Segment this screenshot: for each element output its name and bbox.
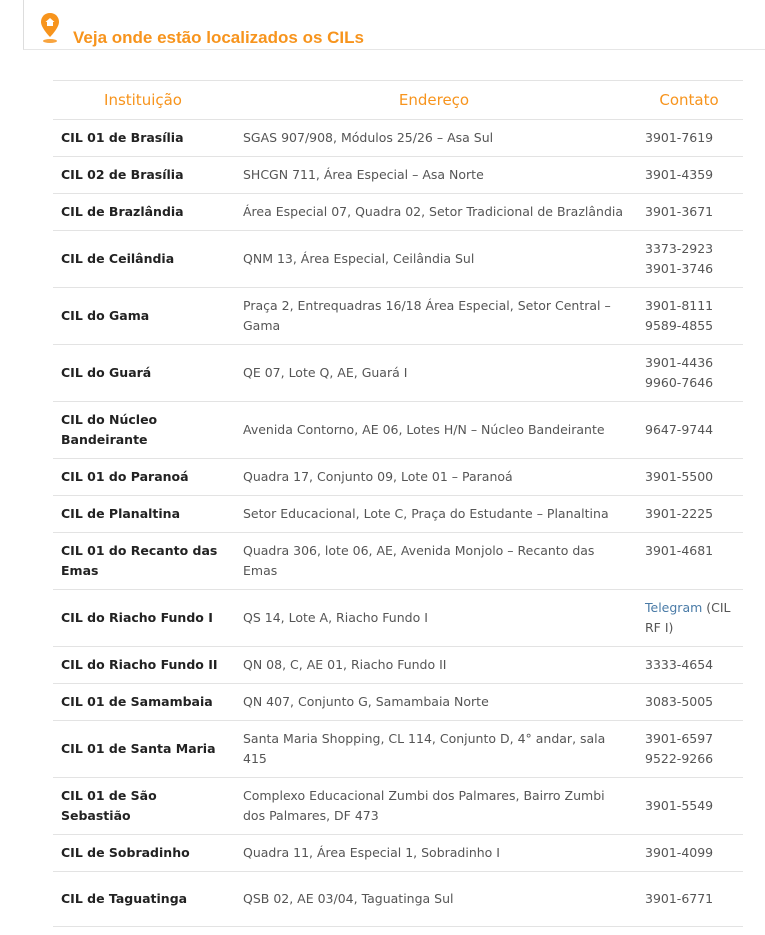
institution-contact — [635, 778, 743, 835]
phone-number: 3901-6771 — [645, 891, 714, 906]
institution-name: CIL de Taguatinga — [53, 872, 233, 927]
institution-address: Praça 2, Entrequadras 16/18 Área Especial, Setor Central – Gama — [233, 288, 635, 345]
institution-address: SHCGN 711, Área Especial – Asa Norte — [233, 157, 635, 194]
table-header-row — [53, 81, 743, 120]
institution-name: CIL 01 de Brasília — [53, 120, 233, 157]
institution-address: Quadra 11, Área Especial 1, Sobradinho I — [233, 835, 635, 872]
phone-number: 3373-2923 — [645, 241, 714, 256]
table-row — [53, 647, 743, 684]
phone-number: 3901-4681 — [645, 543, 714, 558]
contact-suffix: (CIL RF I) — [645, 600, 731, 635]
column-header-instituicao: Instituição — [53, 81, 233, 120]
institution-contact — [635, 721, 743, 778]
table-row — [53, 872, 743, 927]
institution-name: CIL de Sobradinho — [53, 835, 233, 872]
institution-contact — [635, 835, 743, 872]
column-header-endereco: Endereço — [233, 81, 635, 120]
cil-table-wrapper — [53, 80, 743, 927]
table-row — [53, 194, 743, 231]
institution-contact — [635, 231, 743, 288]
phone-number: 9960-7646 — [645, 375, 714, 390]
phone-number: 3901-4359 — [645, 167, 714, 182]
institution-contact — [635, 872, 743, 927]
institution-contact — [635, 533, 743, 590]
institution-address: SGAS 907/908, Módulos 25/26 – Asa Sul — [233, 120, 635, 157]
institution-name: CIL de Planaltina — [53, 496, 233, 533]
institution-name: CIL 01 do Paranoá — [53, 459, 233, 496]
section-title: Veja onde estão localizados os CILs — [73, 28, 364, 47]
institution-address: Quadra 306, lote 06, AE, Avenida Monjolo – Recanto das Emas — [233, 533, 635, 590]
institution-contact — [635, 496, 743, 533]
institution-contact — [635, 288, 743, 345]
institution-contact — [635, 194, 743, 231]
institution-address: QN 407, Conjunto G, Samambaia Norte — [233, 684, 635, 721]
institution-address: Área Especial 07, Quadra 02, Setor Tradicional de Brazlândia — [233, 194, 635, 231]
institution-address: QS 14, Lote A, Riacho Fundo I — [233, 590, 635, 647]
phone-number: 3901-3671 — [645, 204, 714, 219]
table-row — [53, 835, 743, 872]
institution-name: CIL do Gama — [53, 288, 233, 345]
table-row — [53, 402, 743, 459]
table-row — [53, 778, 743, 835]
institution-address: Quadra 17, Conjunto 09, Lote 01 – Paranoá — [233, 459, 635, 496]
phone-number: 3901-5549 — [645, 798, 714, 813]
phone-number: 3901-2225 — [645, 506, 714, 521]
phone-number: 3901-4436 — [645, 355, 714, 370]
telegram-link[interactable]: Telegram — [645, 600, 703, 615]
table-row — [53, 533, 743, 590]
institution-address: QSB 02, AE 03/04, Taguatinga Sul — [233, 872, 635, 927]
location-pin-icon — [40, 12, 60, 44]
institution-address: Santa Maria Shopping, CL 114, Conjunto D, 4° andar, sala 415 — [233, 721, 635, 778]
phone-number: 9647-9744 — [645, 422, 714, 437]
cil-table — [53, 80, 743, 927]
institution-contact — [635, 157, 743, 194]
table-row — [53, 459, 743, 496]
institution-name: CIL de Ceilândia — [53, 231, 233, 288]
institution-name: CIL 01 de Santa Maria — [53, 721, 233, 778]
institution-contact — [635, 345, 743, 402]
table-row — [53, 496, 743, 533]
institution-contact — [635, 647, 743, 684]
phone-number: 3901-8111 — [645, 298, 714, 313]
institution-name: CIL 02 de Brasília — [53, 157, 233, 194]
table-row — [53, 684, 743, 721]
table-row — [53, 231, 743, 288]
institution-name: CIL do Riacho Fundo II — [53, 647, 233, 684]
institution-name: CIL 01 do Recanto das Emas — [53, 533, 233, 590]
phone-number: 9522-9266 — [645, 751, 714, 766]
institution-address: Complexo Educacional Zumbi dos Palmares, Bairro Zumbi dos Palmares, DF 473 — [233, 778, 635, 835]
phone-number: 3901-5500 — [645, 469, 714, 484]
table-row — [53, 590, 743, 647]
table-row — [53, 721, 743, 778]
institution-name: CIL do Riacho Fundo I — [53, 590, 233, 647]
institution-name: CIL do Guará — [53, 345, 233, 402]
institution-address: QN 08, C, AE 01, Riacho Fundo II — [233, 647, 635, 684]
institution-contact — [635, 684, 743, 721]
phone-number: 3901-3746 — [645, 261, 714, 276]
phone-number: 3333-4654 — [645, 657, 714, 672]
institution-contact — [635, 120, 743, 157]
institution-name: CIL 01 de Samambaia — [53, 684, 233, 721]
table-row — [53, 157, 743, 194]
institution-address: QNM 13, Área Especial, Ceilândia Sul — [233, 231, 635, 288]
institution-name: CIL do Núcleo Bandeirante — [53, 402, 233, 459]
column-header-contato: Contato — [635, 81, 743, 120]
phone-number: 3083-5005 — [645, 694, 714, 709]
institution-name: CIL 01 de São Sebastião — [53, 778, 233, 835]
phone-number: 9589-4855 — [645, 318, 714, 333]
institution-contact — [635, 402, 743, 459]
table-row — [53, 120, 743, 157]
table-row — [53, 288, 743, 345]
institution-address: Setor Educacional, Lote C, Praça do Estudante – Planaltina — [233, 496, 635, 533]
phone-number: 3901-6597 — [645, 731, 714, 746]
institution-address: Avenida Contorno, AE 06, Lotes H/N – Núcleo Bandeirante — [233, 402, 635, 459]
table-body — [53, 120, 743, 927]
institution-contact — [635, 590, 743, 647]
table-row — [53, 345, 743, 402]
institution-contact — [635, 459, 743, 496]
phone-number: 3901-7619 — [645, 130, 714, 145]
section-header — [23, 0, 765, 50]
phone-number: 3901-4099 — [645, 845, 714, 860]
institution-name: CIL de Brazlândia — [53, 194, 233, 231]
institution-address: QE 07, Lote Q, AE, Guará I — [233, 345, 635, 402]
